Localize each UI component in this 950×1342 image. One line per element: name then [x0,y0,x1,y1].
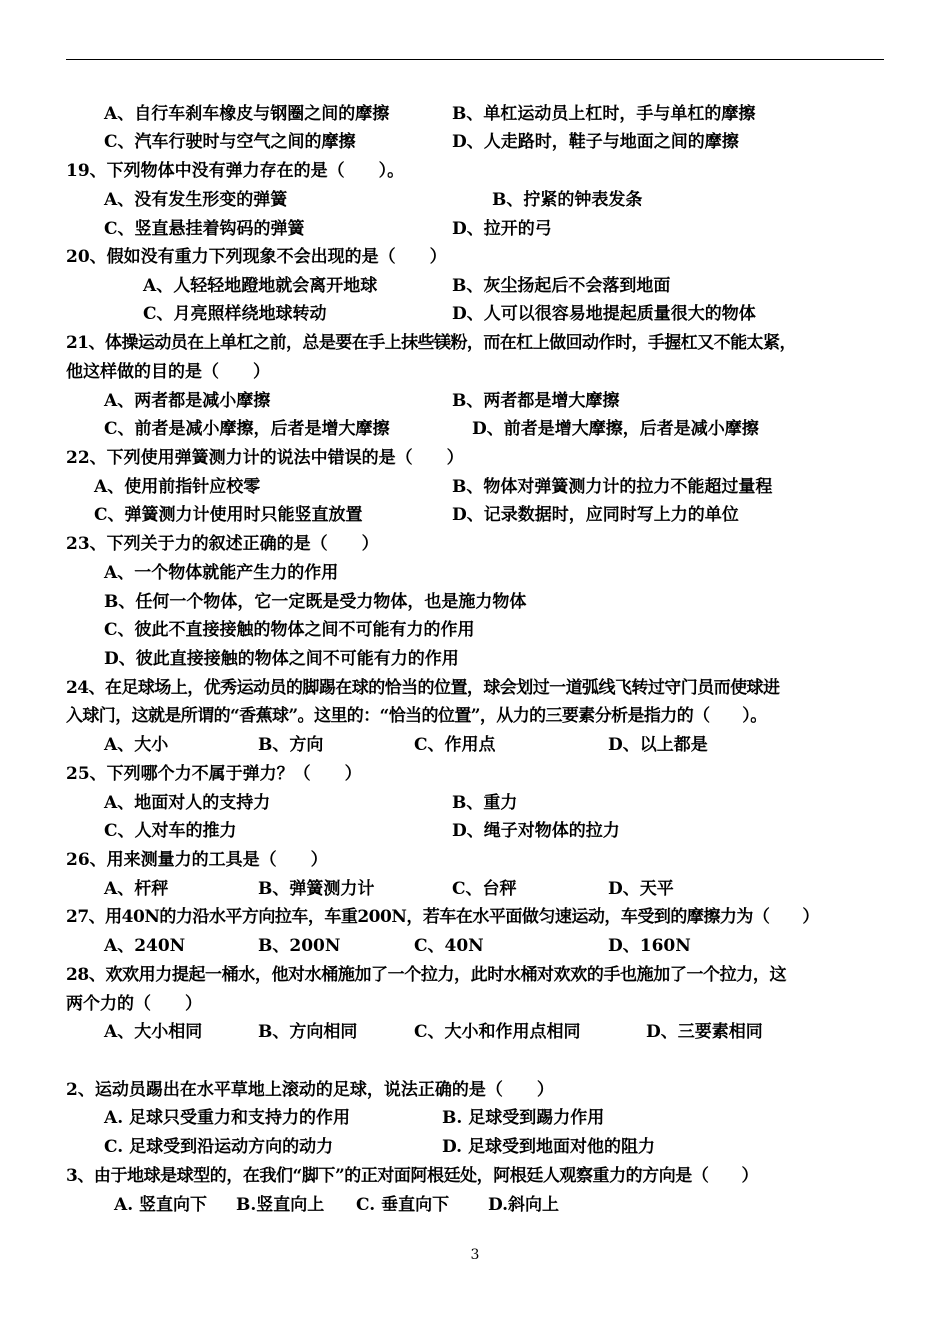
option-text: D.斜向上 [488,1195,560,1215]
option-text: C. 足球受到沿运动方向的动力 [104,1137,334,1157]
option-text: B、任何一个物体，它一定既是受力物体，也是施力物体 [104,592,527,612]
option-text: D、拉开的弓 [452,219,552,239]
option-text: B、200N [258,936,341,956]
option-text: A、杆秤 [104,879,169,899]
option-text: D、前者是增大摩擦，后者是减小摩擦 [472,419,759,439]
option-text: D、160N [608,936,691,956]
option-text: C、前者是减小摩擦，后者是增大摩擦 [104,419,390,439]
option-text: C、彼此不直接接触的物体之间不可能有力的作用 [104,620,475,640]
option-text: B. 足球受到踢力作用 [442,1108,605,1128]
option-text: D、以上都是 [608,735,708,755]
option-text: C. 垂直向下 [356,1195,450,1215]
option-text: B.竖直向上 [236,1195,325,1215]
option-text: B、弹簧测力计 [258,879,375,899]
option-text: D、人走路时，鞋子与地面之间的摩擦 [452,132,739,152]
option-text: B、重力 [452,793,518,813]
option-text: A、地面对人的支持力 [104,793,271,813]
option-text: C、作用点 [414,735,496,755]
option-text: B、方向相同 [258,1022,358,1042]
option-text: C、40N [414,936,484,956]
option-text: D、人可以很容易地提起质量很大的物体 [452,304,756,324]
option-text: D. 足球受到地面对他的阻力 [442,1137,655,1157]
option-text: C、大小和作用点相同 [414,1022,581,1042]
question-text: 19、下列物体中没有弹力存在的是（ ）。 [66,161,405,181]
option-text: C、弹簧测力计使用时只能竖直放置 [94,505,363,525]
option-text: A. 竖直向下 [114,1195,208,1215]
option-text: A、一个物体就能产生力的作用 [104,563,339,583]
option-text: A、人轻轻地蹬地就会离开地球 [143,276,378,296]
option-text: B、单杠运动员上杠时，手与单杠的摩擦 [452,104,756,124]
question-text: 2、运动员踢出在水平草地上滚动的足球，说法正确的是（ ） [66,1080,554,1100]
option-text: A、大小相同 [104,1022,203,1042]
option-text: B、物体对弹簧测力计的拉力不能超过量程 [452,477,773,497]
option-text: D、天平 [608,879,674,899]
question-text: 入球门，这就是所谓的“香蕉球”。这里的：“恰当的位置”，从力的三要素分析是指力的（ ）。 [66,706,767,726]
option-text: C、汽车行驶时与空气之间的摩擦 [104,132,356,152]
option-text: A、使用前指针应校零 [94,477,261,497]
option-text: A. 足球只受重力和支持力的作用 [104,1108,351,1128]
page-number: 3 [470,1247,480,1263]
option-text: A、没有发生形变的弹簧 [104,190,288,210]
option-text: B、灰尘扬起后不会落到地面 [452,276,671,296]
question-text: 他这样做的目的是（ ） [66,362,270,382]
option-text: C、竖直悬挂着钩码的弹簧 [104,219,305,239]
option-text: C、月亮照样绕地球转动 [143,304,327,324]
question-text: 21、体操运动员在上单杠之前，总是要在手上抹些镁粉，而在杠上做回动作时，手握杠又不能太紧， [66,333,796,353]
question-text: 22、下列使用弹簧测力计的说法中错误的是（ ） [66,448,464,468]
header-rule [66,59,884,60]
question-text: 25、下列哪个力不属于弹力？（ ） [66,764,362,784]
question-text: 26、用来测量力的工具是（ ） [66,850,328,870]
option-text: B、拧紧的钟表发条 [492,190,643,210]
option-text: A、自行车刹车橡皮与钢圈之间的摩擦 [104,104,390,124]
question-text: 两个力的（ ） [66,994,202,1014]
option-text: C、台秤 [452,879,517,899]
option-text: A、两者都是减小摩擦 [104,391,271,411]
question-text: 20、假如没有重力下列现象不会出现的是（ ） [66,247,447,267]
option-text: A、240N [104,936,186,956]
question-text: 3、由于地球是球型的，在我们“脚下”的正对面阿根廷处，阿根廷人观察重力的方向是（ ） [66,1166,759,1186]
question-text: 23、下列关于力的叙述正确的是（ ） [66,534,379,554]
option-text: C、人对车的推力 [104,821,237,841]
option-text: B、方向 [258,735,324,755]
question-text: 28、欢欢用力提起一桶水，他对水桶施加了一个拉力，此时水桶对欢欢的手也施加了一个拉力，这 [66,965,787,985]
option-text: D、绳子对物体的拉力 [452,821,620,841]
question-text: 27、用40N的力沿水平方向拉车，车重200N，若车在水平面做匀速运动，车受到的摩擦力为（ ） [66,907,819,927]
question-text: 24、在足球场上，优秀运动员的脚踢在球的恰当的位置，球会划过一道弧线飞转过守门员而使球进 [66,678,780,698]
option-text: B、两者都是增大摩擦 [452,391,620,411]
option-text: D、三要素相同 [646,1022,763,1042]
option-text: D、彼此直接接触的物体之间不可能有力的作用 [104,649,459,669]
option-text: D、记录数据时，应同时写上力的单位 [452,505,739,525]
option-text: A、大小 [104,735,169,755]
